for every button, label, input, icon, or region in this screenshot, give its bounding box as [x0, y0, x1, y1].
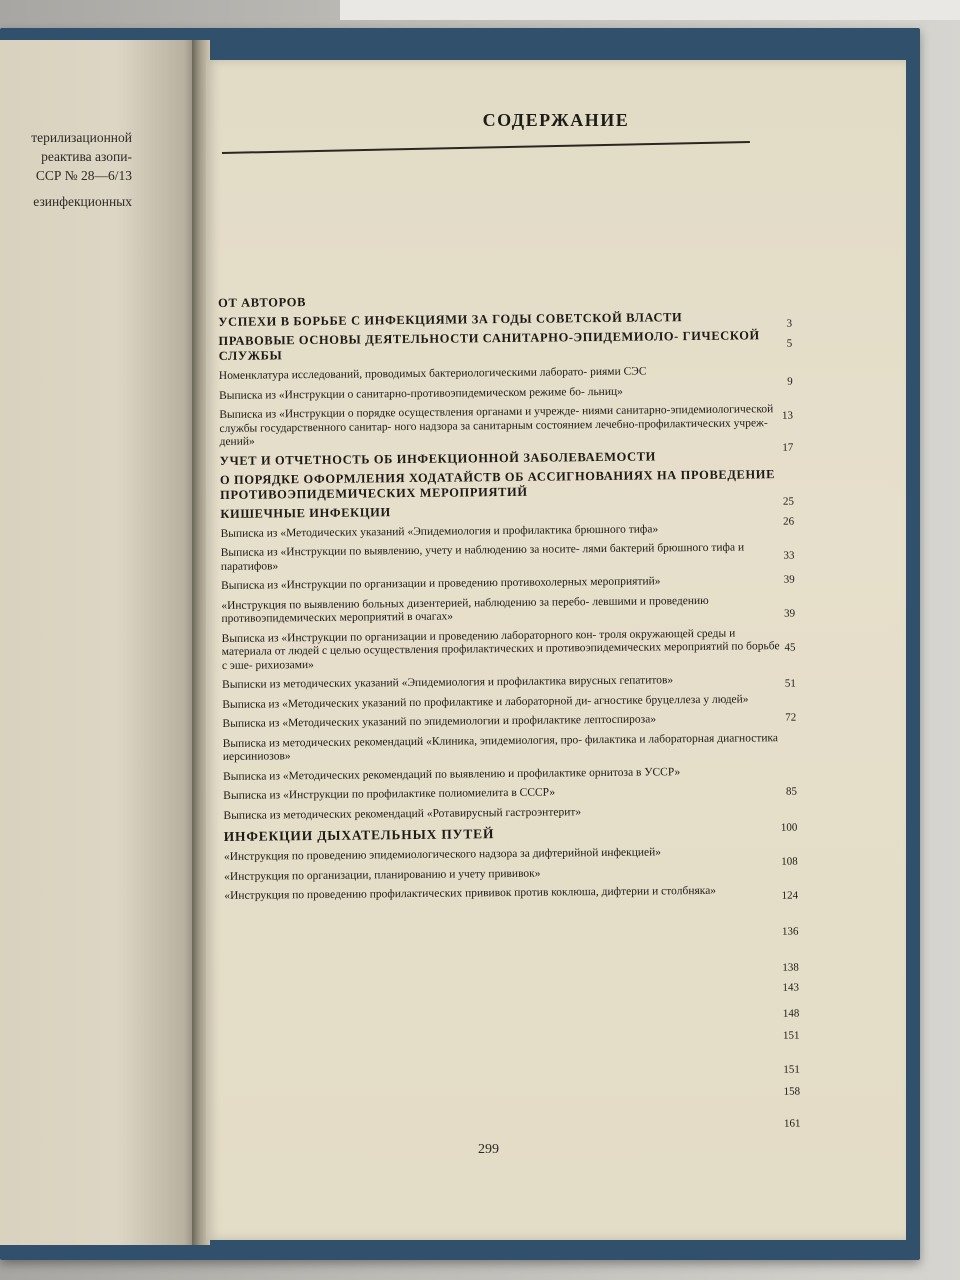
- toc-page-number: 26: [783, 515, 795, 528]
- left-page-line: реактива азопи-: [41, 149, 132, 164]
- toc-page-number: 158: [783, 1085, 801, 1098]
- page-title: СОДЕРЖАНИЕ: [482, 110, 630, 130]
- toc-entry: Номенклатура исследований, проводимых бактериологическими лаборато- риями СЭС: [218, 365, 647, 382]
- toc-page-number: 72: [785, 711, 797, 724]
- background-strip: [340, 0, 960, 20]
- toc-page-number: 161: [783, 1117, 801, 1130]
- toc-entry: КИШЕЧНЫЕ ИНФЕКЦИИ: [220, 504, 391, 521]
- toc-page-number: 9: [787, 375, 793, 388]
- left-page-line: терилизационной: [31, 130, 132, 145]
- toc-page-number: 138: [782, 961, 799, 974]
- toc-entry: Выписка из «Инструкции по профилактике полиомиелита в СССР»: [223, 786, 556, 802]
- toc-page-number: 3: [786, 317, 793, 330]
- toc-list: [218, 286, 784, 903]
- toc-entry: «Инструкция по проведению профилактических прививок против коклюша, дифтерии и столбняка»: [224, 884, 717, 902]
- toc-page-number: 45: [784, 641, 796, 654]
- toc-page-number: 13: [781, 409, 794, 422]
- toc-entry: О ПОРЯДКЕ ОФОРМЛЕНИЯ ХОДАТАЙСТВ ОБ АССИГНОВАНИЯХ НА ПРОВЕДЕНИЕ ПРОТИВОЭПИДЕМИЧЕСКИХ МЕРОПРИЯТИЙ: [219, 466, 776, 502]
- toc-entry: Выписка из «Инструкции о порядке осуществления органами и учрежде- ниями санитарно-эпидемиологической службы государственного санитар- ного надзора за санитарным состоянием лечебно-профилактических учреж- дений»: [219, 403, 774, 448]
- toc-page-number: 136: [781, 925, 799, 938]
- toc-entry: Выписка из «Методических рекомендаций по выявлению и профилактике орнитоза в УССР»: [223, 765, 681, 783]
- right-page: [206, 60, 906, 1240]
- toc-entry: Выписка из «Инструкции о санитарно-противоэпидемическом режиме бо- льниц»: [219, 385, 623, 402]
- toc-page-number: 148: [782, 1007, 800, 1020]
- toc-entry: Выписка из «Инструкции по выявлению, учету и наблюдению за носите- лями бактерий брюшного тифа и паратифов»: [220, 541, 745, 573]
- left-page-line: езинфекционных: [33, 194, 132, 209]
- toc-entry: Выписка из «Методических указаний «Эпидемиология и профилактика брюшного тифа»: [220, 522, 659, 540]
- toc-page-number: 151: [783, 1063, 800, 1076]
- toc-page-number: 5: [786, 337, 793, 350]
- toc-entry: «Инструкция по проведению эпидемиологического надзора за дифтерийной инфекцией»: [223, 846, 662, 863]
- toc-entry: Выписка из «Методических указаний по эпидемиологии и профилактике лептоспироза»: [222, 713, 657, 730]
- toc-page-number: 51: [784, 677, 796, 690]
- toc-page-number: 100: [780, 821, 798, 834]
- toc-entry: «Инструкция по выявлению больных дизентерией, наблюдению за перебо- левшими и проведению противоэпидемических мероприятий в очагах»: [221, 594, 709, 625]
- toc-page-number: 151: [782, 1029, 800, 1042]
- page-folio: 299: [478, 1142, 499, 1157]
- toc-entry: Выписка из методических рекомендаций «Ротавирусный гастроэнтерит»: [223, 805, 582, 822]
- toc-page-number: 124: [781, 889, 799, 902]
- toc-entry: ОТ АВТОРОВ: [218, 295, 307, 310]
- toc-page-number: 143: [782, 981, 800, 994]
- toc-page-number: 33: [783, 549, 795, 562]
- toc-entry: Выписка из «Инструкции по организации и проведению лабораторного кон- троля окружающей среды и материала от людей с целью осуществления профилактических и противоэпидемических мероприятий по борьбе с эше- рихиозами»: [221, 627, 780, 672]
- toc-page-number: 39: [784, 607, 796, 620]
- toc-entry: ПРАВОВЫЕ ОСНОВЫ ДЕЯТЕЛЬНОСТИ САНИТАРНО-ЭПИДЕМИОЛО- ГИЧЕСКОЙ СЛУЖБЫ: [218, 328, 760, 363]
- toc-entry: Выписка из методических рекомендаций «Клиника, эпидемиология, про- филактика и лабораторная диагностика иерсиниозов»: [222, 731, 779, 763]
- toc-entry: «Инструкция по организации, планированию и учету прививок»: [224, 867, 541, 883]
- left-page: [0, 40, 196, 1245]
- toc-entry: Выписка из «Инструкции по организации и проведению противохолерных мероприятий»: [221, 575, 661, 592]
- toc-page-number: 108: [781, 855, 798, 868]
- toc-page-number: 25: [782, 495, 794, 508]
- toc-page-number: 17: [782, 441, 794, 454]
- toc-page-number: 85: [785, 785, 798, 798]
- toc-entry: ИНФЕКЦИИ ДЫХАТЕЛЬНЫХ ПУТЕЙ: [223, 826, 495, 844]
- left-page-line: ССР № 28—6/13: [35, 168, 132, 183]
- heading-divider: [222, 141, 750, 154]
- toc-entry: Выписка из «Методических указаний по профилактике и лабораторной ди- агностике бруцеллеза у людей»: [222, 692, 749, 711]
- toc-page-number: 39: [783, 573, 795, 586]
- toc-entry: Выписки из методических указаний «Эпидемиология и профилактика вирусных гепатитов»: [222, 674, 674, 691]
- toc-entry: УЧЕТ И ОТЧЕТНОСТЬ ОБ ИНФЕКЦИОННОЙ ЗАБОЛЕВАЕМОСТИ: [219, 448, 656, 468]
- toc-entry: УСПЕХИ В БОРЬБЕ С ИНФЕКЦИЯМИ ЗА ГОДЫ СОВЕТСКОЙ ВЛАСТИ: [218, 310, 683, 329]
